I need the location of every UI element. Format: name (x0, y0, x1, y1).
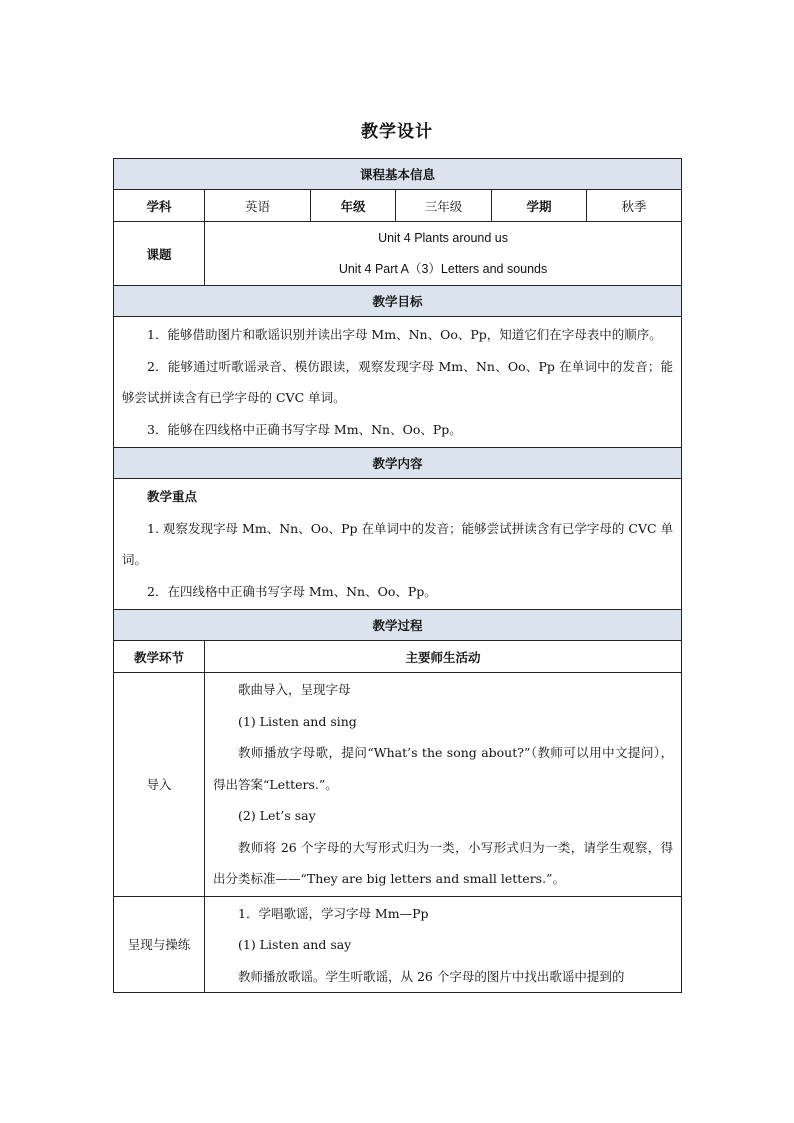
content-header: 教学内容 (114, 448, 682, 479)
activity-column-header: 主要师生活动 (205, 641, 682, 673)
term-value: 秋季 (587, 190, 682, 222)
activity-line: 1．学唱歌谣，学习字母 Mm—Pp (238, 905, 429, 921)
stage-name: 导入 (114, 673, 205, 897)
process-header: 教学过程 (114, 610, 682, 641)
stage-activities (205, 673, 682, 897)
topic-line-2: Unit 4 Part A（3）Letters and sounds (338, 261, 548, 276)
topic-value (205, 222, 682, 286)
topic-label: 课题 (114, 222, 205, 286)
objective-item: 2．能够通过听歌谣录音、模仿跟读，观察发现字母 Mm、Nn、Oo、Pp 在单词中的发音；能够尝试拼读含有已学字母的 CVC 单词。 (122, 358, 674, 405)
document-title: 教学设计 (361, 122, 433, 142)
activity-line: 歌曲导入，呈现字母 (238, 682, 351, 697)
activity-line: 教师将 26 个字母的大写形式归为一类，小写形式归为一类，请学生观察，得出分类标准——“They are big letters and small letters.”。 (213, 839, 674, 886)
objectives-body (114, 317, 682, 448)
activity-line: (2) Let’s say (238, 808, 316, 823)
activity-line: 教师播放字母歌，提问“What’s the song about?”（教师可以用中文提问），得出答案“Letters.”。 (213, 745, 674, 792)
objective-item: 1．能够借助图片和歌谣识别并读出字母 Mm、Nn、Oo、Pp，知道它们在字母表中的顺序。 (147, 327, 662, 342)
content-item: 1. 观察发现字母 Mm、Nn、Oo、Pp 在单词中的发音；能够尝试拼读含有已学字母的 CVC 单词。 (122, 520, 674, 567)
stage-name: 呈现与操练 (114, 896, 205, 993)
key-points-label: 教学重点 (147, 489, 198, 504)
grade-label: 年级 (311, 190, 396, 222)
topic-line-1: Unit 4 Plants around us (378, 230, 509, 245)
subject-label: 学科 (114, 190, 205, 222)
activity-line: (1) Listen and sing (238, 713, 357, 729)
content-body (114, 479, 682, 610)
lesson-plan-table (113, 158, 682, 993)
content-item: 2．在四线格中正确书写字母 Mm、Nn、Oo、Pp。 (147, 583, 437, 599)
grade-value: 三年级 (396, 190, 492, 222)
activity-line: (1) Listen and say (238, 937, 352, 952)
basic-info-header: 课程基本信息 (114, 159, 682, 190)
stage-activities (205, 896, 682, 993)
activity-line: 教师播放歌谣。学生听歌谣，从 26 个字母的图片中找出歌谣中提到的 (238, 968, 625, 984)
objective-item: 3．能够在四线格中正确书写字母 Mm、Nn、Oo、Pp。 (147, 421, 462, 437)
term-label: 学期 (492, 190, 587, 222)
objectives-header: 教学目标 (114, 286, 682, 317)
subject-value: 英语 (205, 190, 311, 222)
stage-column-header: 教学环节 (114, 641, 205, 673)
